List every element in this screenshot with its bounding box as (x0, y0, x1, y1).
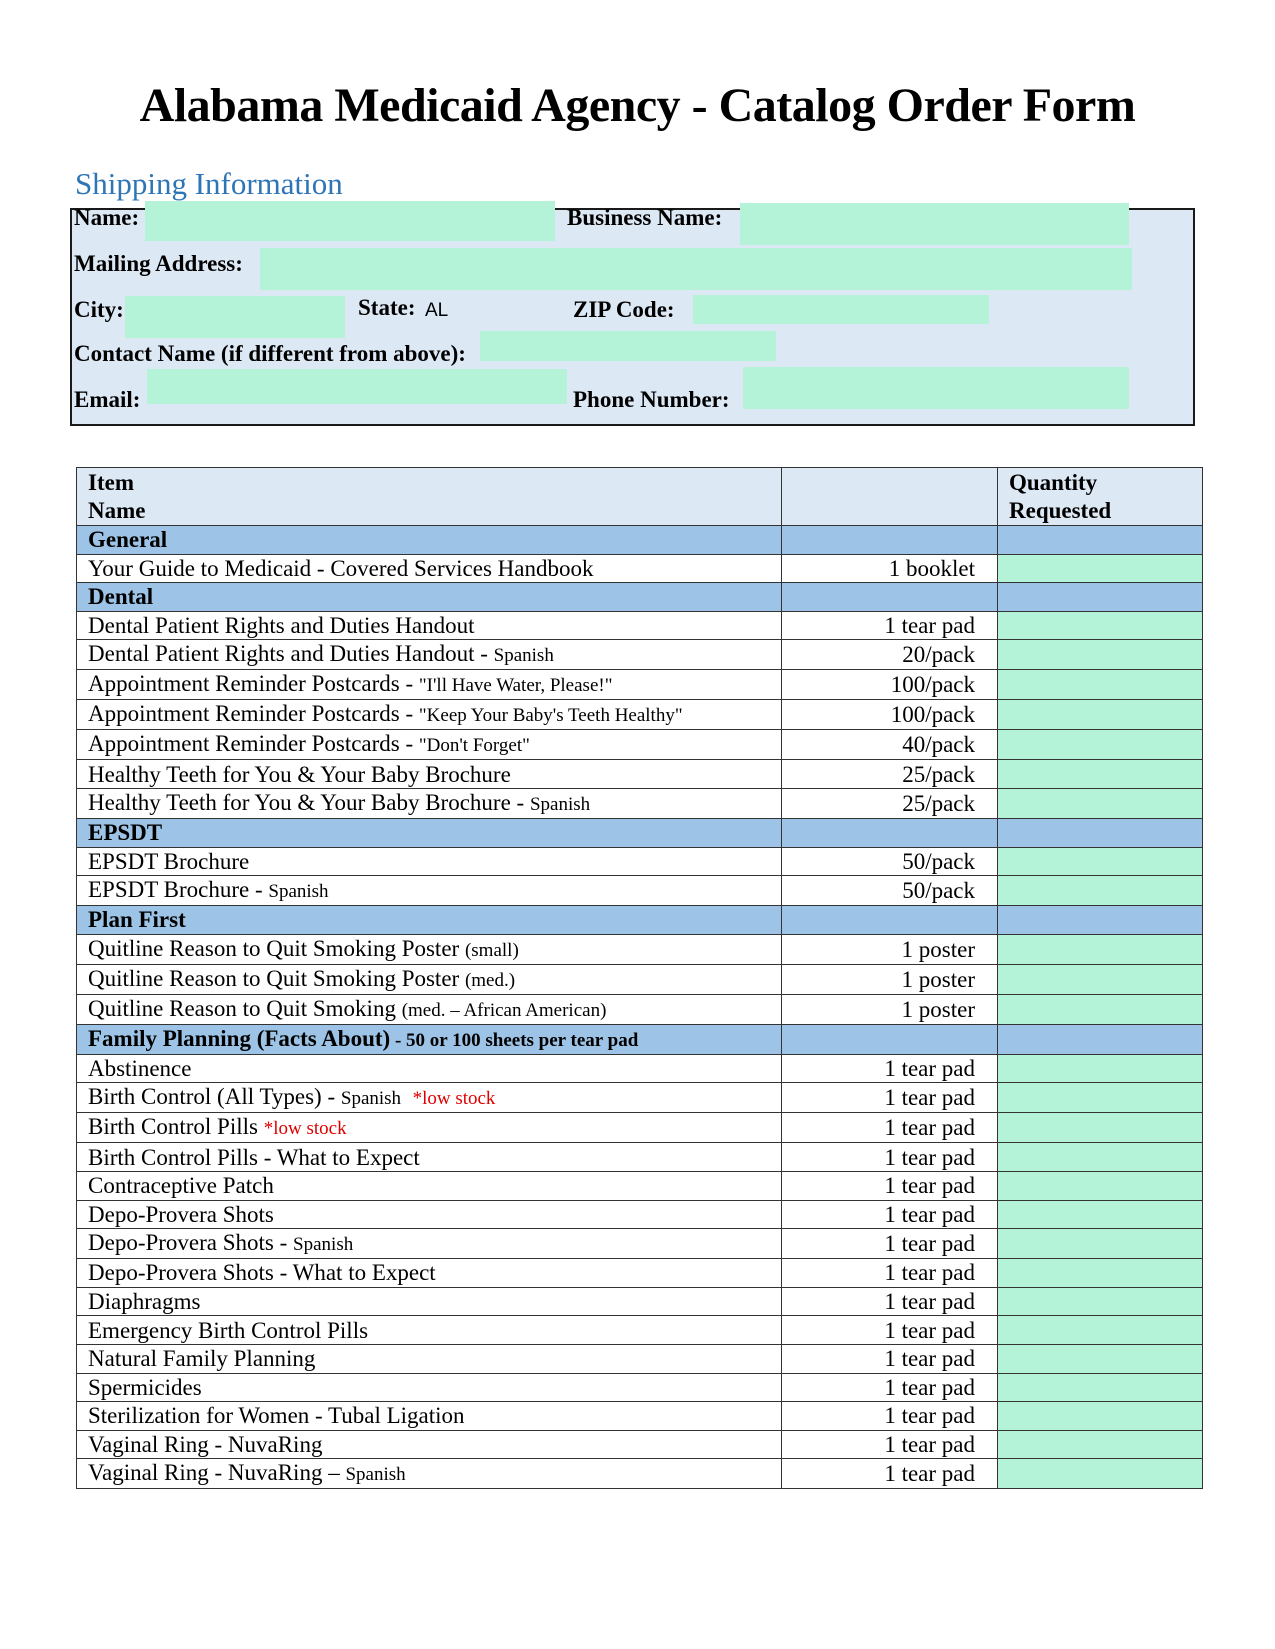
quantity-header-line2: Requested (1009, 498, 1112, 523)
quantity-input[interactable] (998, 1229, 1203, 1259)
item-name-cell (77, 611, 782, 640)
item-name-cell (77, 1054, 782, 1083)
quantity-input[interactable] (998, 1200, 1203, 1229)
quantity-input[interactable] (998, 876, 1203, 906)
item-qualifier: Spanish (293, 1234, 354, 1256)
item-name: Quitline Reason to Quit Smoking (88, 995, 402, 1021)
item-qualifier: Spanish (529, 793, 591, 815)
item-qualifier: "Keep Your Baby's Teeth Healthy" (418, 705, 683, 727)
unit-cell: 1 poster (782, 964, 998, 994)
section-unit-cell (782, 818, 998, 847)
unit-cell: 1 tear pad (782, 1459, 998, 1489)
item-qualifier: Spanish (493, 645, 554, 667)
quantity-input[interactable] (998, 1287, 1203, 1316)
table-row (77, 1083, 1203, 1113)
quantity-input[interactable] (998, 1430, 1203, 1459)
low-stock-note: *low stock (263, 1118, 347, 1140)
unit-cell: 100/pack (782, 700, 998, 730)
shipping-info-box (70, 205, 1195, 426)
item-name: Abstinence (88, 1056, 192, 1082)
section-quantity-cell (998, 1024, 1203, 1054)
item-name: EPSDT Brochure (88, 848, 250, 874)
quantity-input[interactable] (998, 730, 1203, 760)
zip-code-label: ZIP Code: (573, 297, 675, 322)
section-row (77, 526, 1203, 555)
quantity-input[interactable] (998, 1171, 1203, 1200)
section-note: - 50 or 100 sheets per tear pad (390, 1029, 639, 1051)
item-name: Diaphragms (88, 1289, 201, 1315)
item-qualifier: Spanish (268, 881, 329, 903)
quantity-header-line1: Quantity (1009, 470, 1098, 495)
table-row (77, 1287, 1203, 1316)
table-row (77, 994, 1203, 1024)
unit-cell: 1 poster (782, 994, 998, 1024)
item-name-cell (77, 700, 782, 730)
unit-cell: 1 tear pad (782, 1054, 998, 1083)
item-name-cell (77, 847, 782, 876)
quantity-input[interactable] (998, 1459, 1203, 1489)
quantity-input[interactable] (998, 1259, 1203, 1288)
quantity-input[interactable] (998, 1316, 1203, 1345)
item-name: Birth Control Pills (88, 1114, 264, 1140)
quantity-input[interactable] (998, 670, 1203, 700)
table-row (77, 1054, 1203, 1083)
table-row (77, 1459, 1203, 1489)
item-name: Vaginal Ring - NuvaRing – (88, 1460, 346, 1486)
table-row (77, 1259, 1203, 1288)
section-row (77, 1024, 1203, 1054)
unit-header (782, 468, 998, 526)
table-row (77, 1113, 1203, 1143)
item-name-cell (77, 640, 782, 670)
item-name-cell (77, 1083, 782, 1113)
item-qualifier: (med.) (464, 969, 516, 991)
section-unit-cell (782, 1024, 998, 1054)
table-row (77, 670, 1203, 700)
item-name: Vaginal Ring - NuvaRing (88, 1431, 323, 1457)
item-name: Depo-Provera Shots (88, 1201, 274, 1227)
zip-code-field[interactable] (693, 295, 989, 324)
table-row (77, 730, 1203, 760)
table-row (77, 1402, 1203, 1431)
item-name: EPSDT Brochure - (88, 877, 269, 903)
section-name: Family Planning (Facts About) (88, 1025, 391, 1051)
unit-cell: 50/pack (782, 876, 998, 906)
section-unit-cell (782, 583, 998, 612)
quantity-input[interactable] (998, 640, 1203, 670)
section-row (77, 906, 1203, 935)
item-name: Appointment Reminder Postcards - (88, 731, 419, 757)
section-name: Plan First (88, 907, 186, 933)
item-name-cell (77, 1402, 782, 1431)
quantity-input[interactable] (998, 1344, 1203, 1373)
item-qualifier: Spanish (345, 1464, 406, 1486)
item-name-cell (77, 1200, 782, 1229)
item-name-cell (77, 934, 782, 964)
quantity-input[interactable] (998, 760, 1203, 789)
state-value[interactable]: AL (425, 300, 449, 321)
item-name: Birth Control (All Types) - (88, 1084, 341, 1110)
item-name: Dental Patient Rights and Duties Handout (88, 613, 475, 639)
item-qualifier: Spanish (340, 1088, 402, 1110)
section-name-cell (77, 1024, 782, 1054)
section-name-cell (77, 526, 782, 555)
item-name: Your Guide to Medicaid - Covered Services Handbook (88, 555, 594, 581)
item-name-cell (77, 1171, 782, 1200)
item-name-cell (77, 1344, 782, 1373)
item-name-cell (77, 1373, 782, 1402)
quantity-input[interactable] (998, 1402, 1203, 1431)
section-name: Dental (88, 584, 154, 610)
unit-cell: 1 poster (782, 934, 998, 964)
unit-cell: 1 tear pad (782, 1287, 998, 1316)
section-quantity-cell (998, 526, 1203, 555)
item-name: Sterilization for Women - Tubal Ligation (88, 1403, 465, 1429)
quantity-input[interactable] (998, 994, 1203, 1024)
name-label: Name: (74, 205, 140, 230)
item-name-header (77, 468, 782, 526)
item-qualifier: "I'll Have Water, Please!" (418, 675, 613, 697)
quantity-input[interactable] (998, 788, 1203, 818)
email-field[interactable] (147, 369, 567, 404)
table-row (77, 1430, 1203, 1459)
contact-name-label: Contact Name (if different from above): (74, 341, 466, 366)
unit-cell: 50/pack (782, 847, 998, 876)
quantity-input[interactable] (998, 1113, 1203, 1143)
email-label: Email: (74, 387, 141, 412)
low-stock-note: *low stock (412, 1088, 496, 1110)
business-name-field[interactable] (740, 203, 1129, 245)
item-name: Emergency Birth Control Pills (88, 1317, 369, 1343)
item-qualifier: "Don't Forget" (418, 735, 530, 757)
table-row (77, 1171, 1203, 1200)
item-name: Appointment Reminder Postcards - (88, 671, 419, 697)
form-title: Alabama Medicaid Agency - Catalog Order Form (139, 79, 1136, 132)
table-row (77, 640, 1203, 670)
unit-cell: 1 tear pad (782, 1200, 998, 1229)
shipping-heading: Shipping Information (75, 166, 343, 201)
contact-name-field[interactable] (480, 331, 776, 361)
city-field[interactable] (125, 296, 345, 338)
unit-cell: 1 tear pad (782, 1171, 998, 1200)
table-row (77, 788, 1203, 818)
quantity-input[interactable] (998, 611, 1203, 640)
table-row (77, 760, 1203, 789)
table-row (77, 611, 1203, 640)
item-name: Quitline Reason to Quit Smoking Poster (88, 965, 465, 991)
unit-cell: 1 tear pad (782, 1143, 998, 1172)
item-name: Healthy Teeth for You & Your Baby Brochure - (88, 789, 530, 815)
business-name-label: Business Name: (567, 205, 723, 230)
table-row (77, 876, 1203, 906)
quantity-input[interactable] (998, 964, 1203, 994)
table-row (77, 700, 1203, 730)
unit-cell: 1 tear pad (782, 1402, 998, 1431)
unit-cell: 1 tear pad (782, 1229, 998, 1259)
quantity-input[interactable] (998, 554, 1203, 583)
item-name-cell (77, 964, 782, 994)
unit-cell: 20/pack (782, 640, 998, 670)
phone-number-field[interactable] (743, 367, 1129, 409)
name-field[interactable] (145, 201, 555, 241)
item-name: Quitline Reason to Quit Smoking Poster (88, 935, 465, 961)
table-row (77, 554, 1203, 583)
item-name-cell (77, 1259, 782, 1288)
table-row (77, 934, 1203, 964)
item-qualifier: (med. – African American) (401, 999, 607, 1021)
city-label: City: (74, 297, 124, 322)
section-name-cell (77, 583, 782, 612)
unit-cell: 40/pack (782, 730, 998, 760)
item-name-cell (77, 1430, 782, 1459)
item-name: Dental Patient Rights and Duties Handout - (88, 641, 494, 667)
unit-cell: 100/pack (782, 670, 998, 700)
item-name: Contraceptive Patch (88, 1173, 274, 1199)
unit-cell: 1 tear pad (782, 611, 998, 640)
item-header-line1: Item (88, 470, 134, 495)
table-row (77, 847, 1203, 876)
unit-cell: 1 booklet (782, 554, 998, 583)
unit-cell: 1 tear pad (782, 1373, 998, 1402)
item-name: Birth Control Pills - What to Expect (88, 1144, 420, 1170)
quantity-input[interactable] (998, 700, 1203, 730)
item-name-cell (77, 670, 782, 700)
section-quantity-cell (998, 583, 1203, 612)
quantity-input[interactable] (998, 1143, 1203, 1172)
item-name-cell (77, 1113, 782, 1143)
item-name: Spermicides (88, 1374, 202, 1400)
unit-cell: 1 tear pad (782, 1430, 998, 1459)
item-name-cell (77, 876, 782, 906)
unit-cell: 1 tear pad (782, 1113, 998, 1143)
unit-cell: 1 tear pad (782, 1083, 998, 1113)
table-row (77, 1229, 1203, 1259)
section-quantity-cell (998, 906, 1203, 935)
table-row (77, 1200, 1203, 1229)
section-quantity-cell (998, 818, 1203, 847)
item-name: Depo-Provera Shots - (88, 1230, 294, 1256)
quantity-input[interactable] (998, 847, 1203, 876)
unit-cell: 25/pack (782, 760, 998, 789)
item-qualifier: (small) (464, 939, 519, 961)
section-row (77, 583, 1203, 612)
quantity-header (998, 468, 1203, 526)
item-name-cell (77, 1459, 782, 1489)
unit-cell: 1 tear pad (782, 1259, 998, 1288)
section-unit-cell (782, 906, 998, 935)
section-name: General (88, 527, 168, 553)
item-name: Appointment Reminder Postcards - (88, 701, 419, 727)
section-name: EPSDT (88, 820, 163, 846)
quantity-input[interactable] (998, 1054, 1203, 1083)
quantity-input[interactable] (998, 934, 1203, 964)
item-name: Healthy Teeth for You & Your Baby Brochure (88, 761, 511, 787)
phone-number-label: Phone Number: (573, 387, 730, 412)
catalog-table (76, 467, 1203, 1489)
mailing-address-field[interactable] (260, 248, 1132, 290)
item-name-cell (77, 554, 782, 583)
item-name-cell (77, 788, 782, 818)
item-name-cell (77, 994, 782, 1024)
item-name: Natural Family Planning (88, 1346, 316, 1372)
section-name-cell (77, 818, 782, 847)
section-row (77, 818, 1203, 847)
item-name-cell (77, 760, 782, 789)
mailing-address-label: Mailing Address: (74, 251, 243, 276)
item-name-cell (77, 1143, 782, 1172)
item-name-cell (77, 730, 782, 760)
item-name-cell (77, 1229, 782, 1259)
table-row (77, 964, 1203, 994)
unit-cell: 1 tear pad (782, 1344, 998, 1373)
quantity-input[interactable] (998, 1373, 1203, 1402)
item-name-cell (77, 1316, 782, 1345)
quantity-input[interactable] (998, 1083, 1203, 1113)
table-row (77, 1143, 1203, 1172)
table-row (77, 1373, 1203, 1402)
section-unit-cell (782, 526, 998, 555)
section-name-cell (77, 906, 782, 935)
item-name: Depo-Provera Shots - What to Expect (88, 1260, 436, 1286)
table-header-row (77, 468, 1203, 526)
item-header-line2: Name (88, 498, 146, 523)
item-name-cell (77, 1287, 782, 1316)
table-row (77, 1344, 1203, 1373)
unit-cell: 1 tear pad (782, 1316, 998, 1345)
table-row (77, 1316, 1203, 1345)
unit-cell: 25/pack (782, 788, 998, 818)
state-label: State: (358, 295, 416, 320)
